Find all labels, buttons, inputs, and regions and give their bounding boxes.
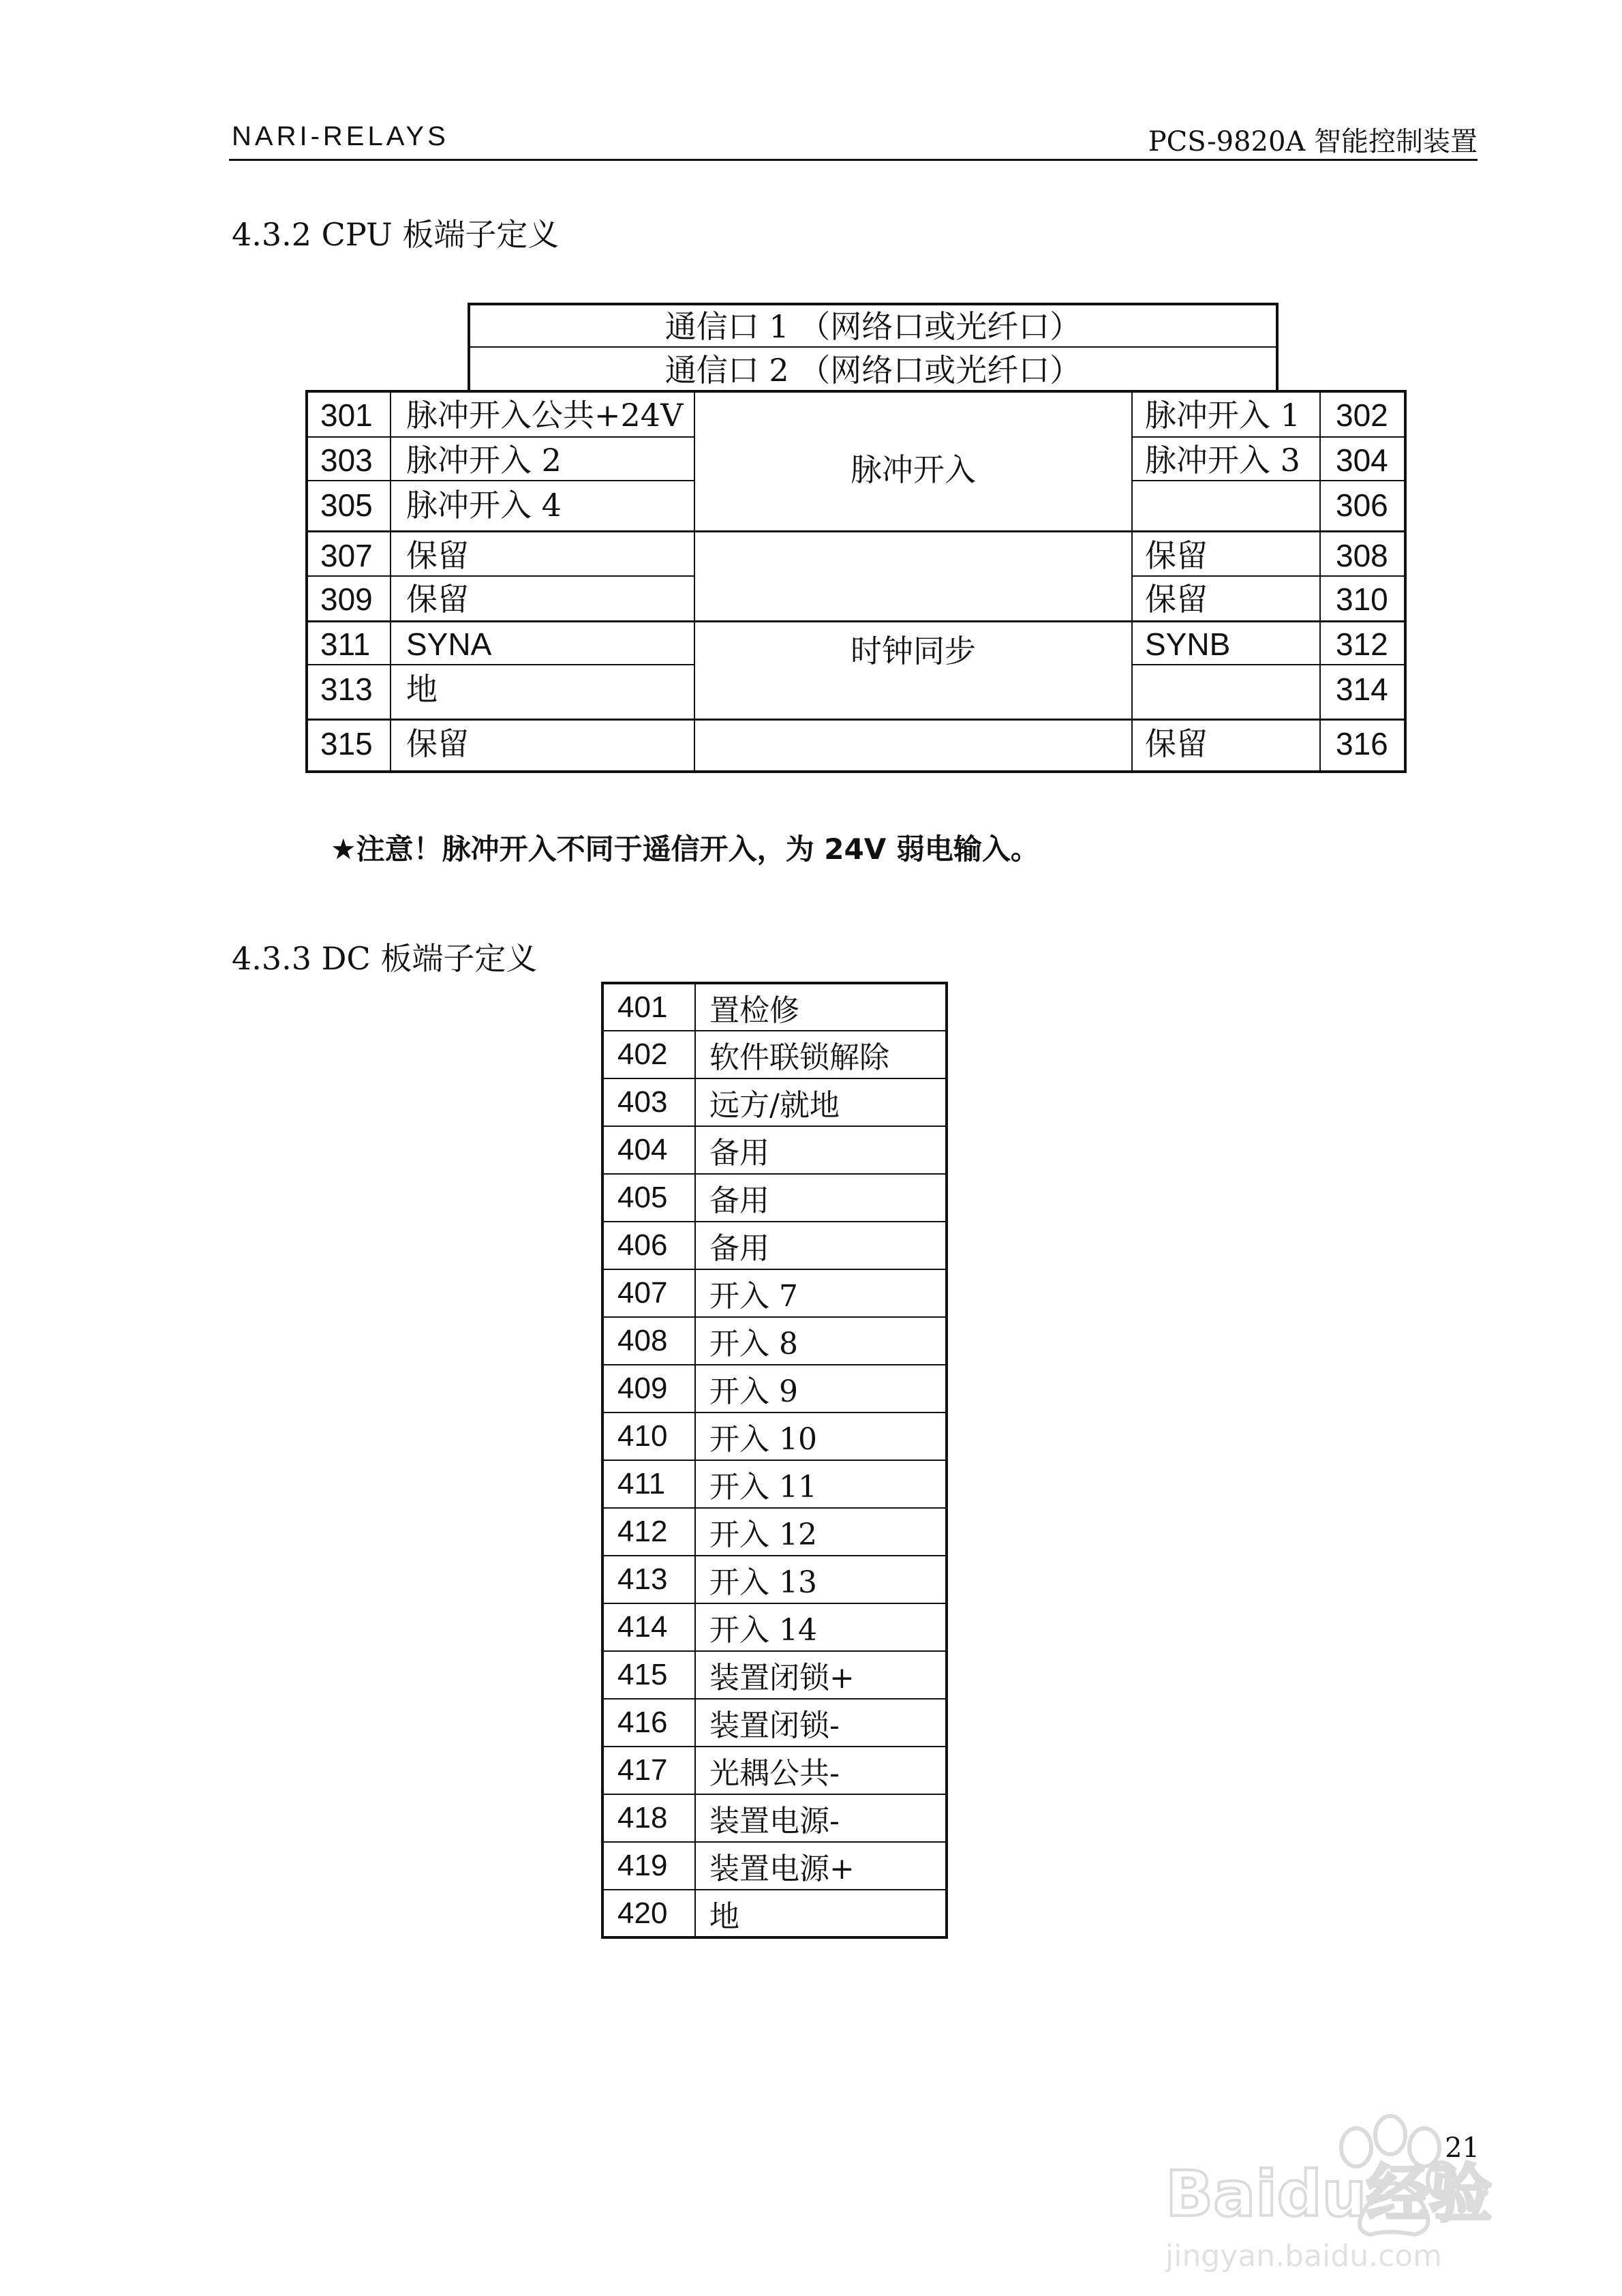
terminal-label: 脉冲开入 3 xyxy=(1145,442,1300,479)
terminal-label: 装置闭锁- xyxy=(695,1699,947,1747)
terminal-number: 408 xyxy=(602,1317,695,1365)
table-row xyxy=(602,1890,947,1937)
table-row xyxy=(602,1269,947,1317)
terminal-label: 开入 12 xyxy=(695,1508,947,1556)
terminal-number: 302 xyxy=(1336,397,1388,433)
terminal-label: 地 xyxy=(406,671,438,708)
header-brand: NARI-RELAYS xyxy=(232,121,449,151)
comm-port-1: 通信口 1 （网络口或光纤口） xyxy=(664,308,1082,345)
terminal-number: 403 xyxy=(602,1078,695,1126)
table-row xyxy=(602,1174,947,1222)
terminal-label: 开入 10 xyxy=(695,1413,947,1460)
terminal-label: 脉冲开入 4 xyxy=(406,487,562,524)
table-row xyxy=(602,1317,947,1365)
terminal-number: 406 xyxy=(602,1222,695,1269)
terminal-label: 备用 xyxy=(695,1174,947,1222)
terminal-label: 脉冲开入公共+24V xyxy=(406,397,684,434)
terminal-number: 316 xyxy=(1336,726,1388,761)
terminal-label: 脉冲开入 2 xyxy=(406,442,562,479)
table-row xyxy=(602,1031,947,1078)
watermark-brand: Baidu经验 xyxy=(1165,2158,1493,2231)
dc-terminal-table xyxy=(601,982,948,1939)
terminal-number: 402 xyxy=(602,1031,695,1078)
baidu-watermark xyxy=(1152,2100,1533,2277)
header-divider xyxy=(229,159,1478,161)
terminal-number: 305 xyxy=(320,487,373,523)
warning-note: ★注意！脉冲开入不同于遥信开入，为 24V 弱电输入。 xyxy=(331,832,1039,866)
group-clock-sync: 时钟同步 xyxy=(851,633,976,669)
header-product-title: PCS-9820A 智能控制装置 xyxy=(1148,126,1478,157)
terminal-number: 420 xyxy=(602,1890,695,1937)
terminal-number: 311 xyxy=(320,626,371,662)
table-row xyxy=(602,1699,947,1747)
terminal-label: 地 xyxy=(695,1890,947,1937)
terminal-number: 309 xyxy=(320,581,373,617)
terminal-label: 开入 14 xyxy=(695,1603,947,1651)
watermark-url: jingyan.baidu.com xyxy=(1165,2239,1443,2274)
terminal-number: 310 xyxy=(1336,581,1388,617)
table-row xyxy=(602,1222,947,1269)
page-number: 21 xyxy=(1445,2132,1480,2164)
terminal-label: 软件联锁解除 xyxy=(695,1031,947,1078)
terminal-number: 304 xyxy=(1336,442,1388,478)
terminal-number: 419 xyxy=(602,1842,695,1890)
cpu-terminal-table xyxy=(305,303,1407,773)
terminal-number: 306 xyxy=(1336,487,1388,523)
table-row xyxy=(602,1413,947,1460)
terminal-label: 开入 11 xyxy=(695,1460,947,1508)
terminal-number: 301 xyxy=(320,397,373,433)
terminal-label: SYNB xyxy=(1145,626,1231,662)
table-row xyxy=(602,1556,947,1603)
terminal-label: 保留 xyxy=(1145,581,1208,618)
terminal-number: 313 xyxy=(320,671,373,707)
table-row xyxy=(602,1747,947,1794)
terminal-label: 备用 xyxy=(695,1222,947,1269)
table-row xyxy=(602,983,947,1031)
table-row xyxy=(602,1603,947,1651)
terminal-number: 315 xyxy=(320,726,373,761)
terminal-number: 405 xyxy=(602,1174,695,1222)
section-title-cpu: 4.3.2 CPU 板端子定义 xyxy=(232,216,560,253)
table-row xyxy=(602,1508,947,1556)
terminal-label: 装置闭锁+ xyxy=(695,1651,947,1699)
terminal-label: 备用 xyxy=(695,1126,947,1174)
table-row xyxy=(602,1651,947,1699)
comm-port-2: 通信口 2 （网络口或光纤口） xyxy=(664,352,1082,389)
terminal-label: 装置电源+ xyxy=(695,1842,947,1890)
terminal-number: 407 xyxy=(602,1269,695,1317)
terminal-number: 418 xyxy=(602,1794,695,1842)
terminal-number: 308 xyxy=(1336,538,1388,573)
table-row xyxy=(602,1794,947,1842)
terminal-label: 开入 13 xyxy=(695,1556,947,1603)
terminal-number: 413 xyxy=(602,1556,695,1603)
terminal-number: 416 xyxy=(602,1699,695,1747)
table-row xyxy=(602,1365,947,1413)
terminal-label: 装置电源- xyxy=(695,1794,947,1842)
terminal-label: 光耦公共- xyxy=(695,1747,947,1794)
table-row xyxy=(602,1078,947,1126)
terminal-number: 404 xyxy=(602,1126,695,1174)
terminal-number: 314 xyxy=(1336,671,1388,707)
terminal-number: 401 xyxy=(602,983,695,1031)
terminal-number: 415 xyxy=(602,1651,695,1699)
terminal-label: 置检修 xyxy=(695,983,947,1031)
table-row xyxy=(602,1126,947,1174)
terminal-label: SYNA xyxy=(406,626,492,662)
table-row xyxy=(602,1460,947,1508)
terminal-label: 保留 xyxy=(406,537,469,574)
terminal-label: 保留 xyxy=(1145,537,1208,574)
terminal-label: 脉冲开入 1 xyxy=(1145,397,1300,434)
terminal-number: 412 xyxy=(602,1508,695,1556)
terminal-label: 保留 xyxy=(1145,725,1208,762)
terminal-number: 411 xyxy=(602,1460,695,1508)
terminal-label: 远方/就地 xyxy=(695,1078,947,1126)
terminal-label: 保留 xyxy=(406,725,469,762)
terminal-label: 开入 9 xyxy=(695,1365,947,1413)
terminal-number: 312 xyxy=(1336,626,1388,662)
terminal-number: 409 xyxy=(602,1365,695,1413)
terminal-number: 414 xyxy=(602,1603,695,1651)
terminal-number: 410 xyxy=(602,1413,695,1460)
terminal-label: 保留 xyxy=(406,581,469,618)
terminal-label: 开入 7 xyxy=(695,1269,947,1317)
terminal-number: 417 xyxy=(602,1747,695,1794)
terminal-number: 303 xyxy=(320,442,373,478)
group-pulse-input: 脉冲开入 xyxy=(851,451,976,488)
table-row xyxy=(602,1842,947,1890)
baidu-paw-logo-icon xyxy=(1152,2100,1533,2277)
section-title-dc: 4.3.3 DC 板端子定义 xyxy=(232,940,538,977)
terminal-number: 307 xyxy=(320,538,373,573)
terminal-label: 开入 8 xyxy=(695,1317,947,1365)
